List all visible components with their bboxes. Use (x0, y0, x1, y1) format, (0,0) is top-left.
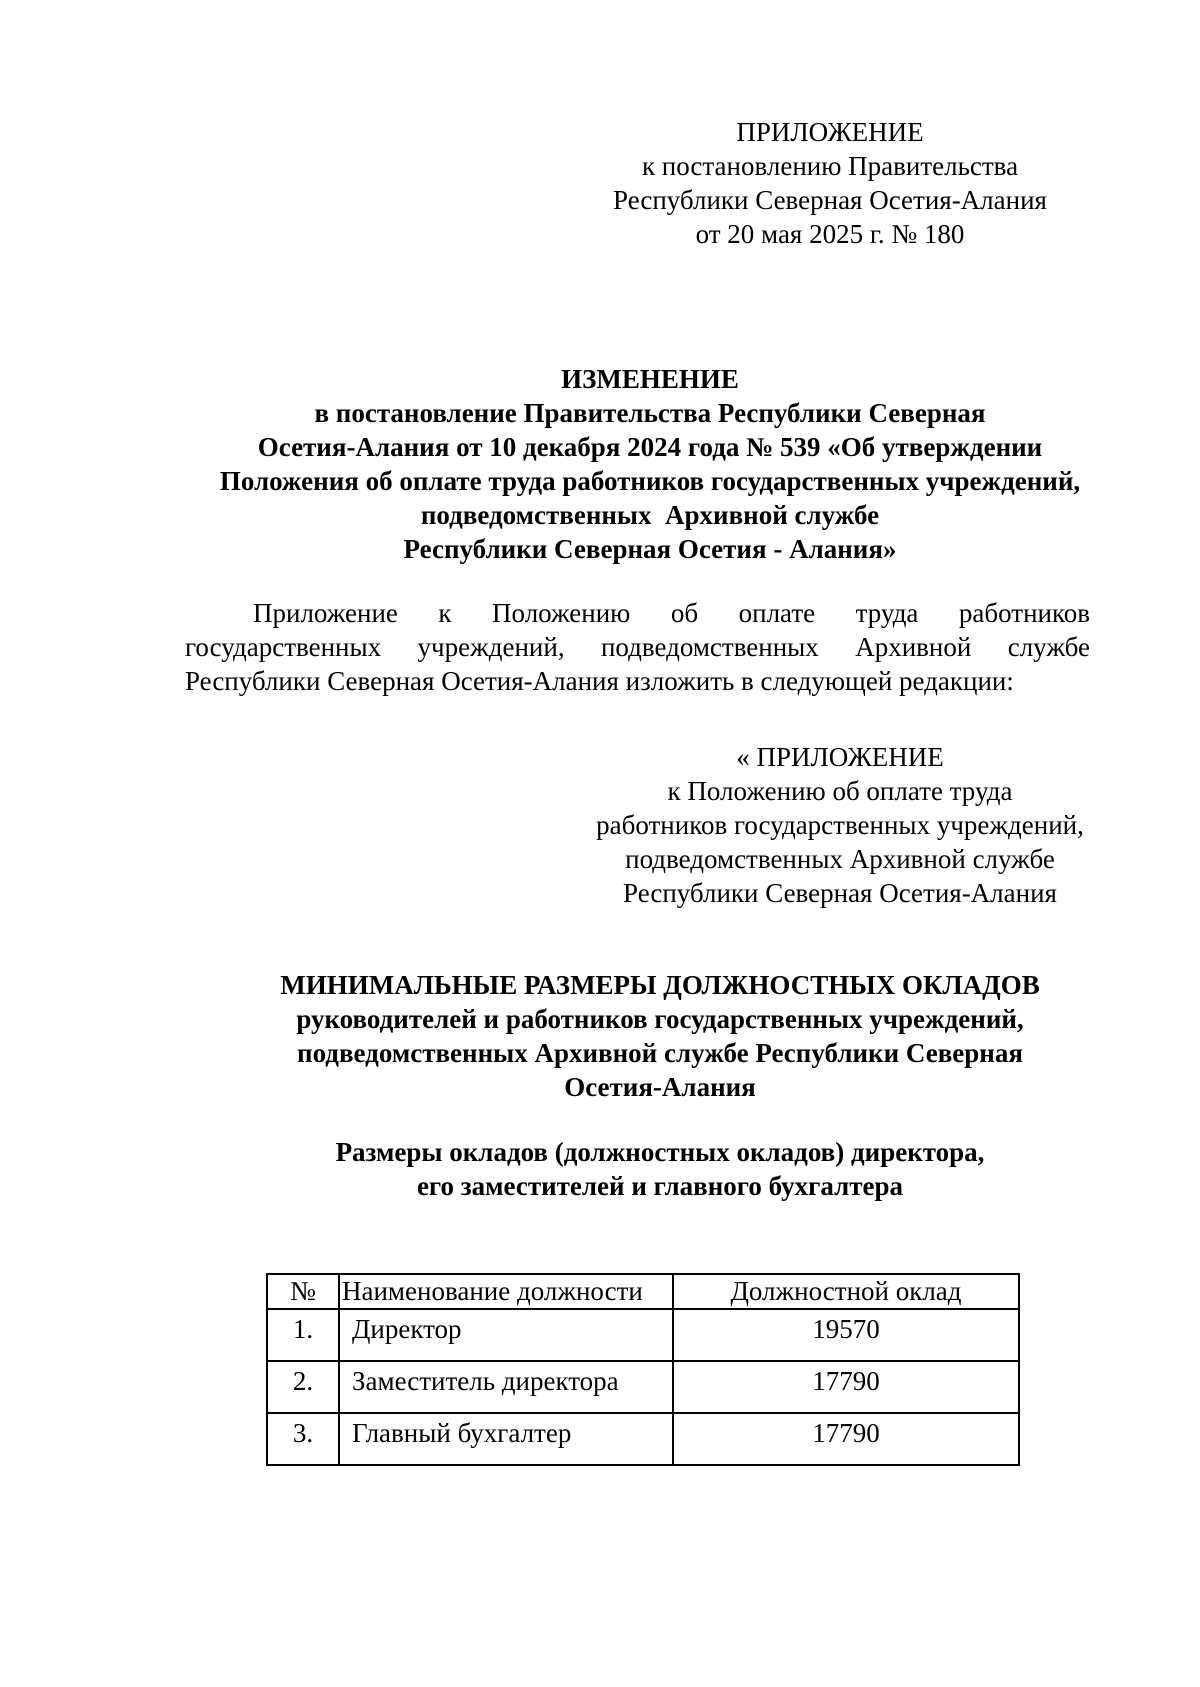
min-salaries-title (160, 968, 1160, 1104)
appendix-line: работников государственных учреждений, (596, 810, 1084, 840)
row-salary: 17790 (673, 1413, 1019, 1465)
row-position: Главный бухгалтер (339, 1413, 673, 1465)
row-position: Директор (339, 1309, 673, 1361)
body-paragraph-line: Приложение к Положению об оплате труда работников (253, 598, 1090, 628)
body-paragraph-line: государственных учреждений, подведомственных Архивной службе (185, 632, 1090, 662)
change-title-line: Положения об оплате труда работников государственных учреждений, (219, 466, 1081, 496)
min-salaries-title-line: руководителей и работников государственных учреждений, (296, 1004, 1024, 1034)
change-title (60, 362, 1200, 566)
approval-line: к постановлению Правительства (641, 151, 1019, 181)
body-paragraph (185, 596, 1090, 698)
appendix-line: подведомственных Архивной службе (625, 844, 1055, 874)
row-num: 3. (267, 1413, 339, 1465)
table-row (267, 1309, 1019, 1361)
change-title-line: подведомственных Архивной службе (420, 500, 880, 530)
table-header-row (267, 1274, 1019, 1309)
salary-table (266, 1273, 1020, 1466)
appendix-line: к Положению об оплате труда (667, 776, 1013, 806)
approval-block (560, 115, 1100, 251)
header-salary: Должностной оклад (673, 1274, 1019, 1309)
appendix-line: « ПРИЛОЖЕНИЕ (736, 742, 944, 772)
table-row (267, 1361, 1019, 1413)
table-title-line: Размеры окладов (должностных окладов) директора, (335, 1137, 985, 1167)
approval-line: от 20 мая 2025 г. № 180 (695, 219, 965, 249)
row-salary: 17790 (673, 1361, 1019, 1413)
change-title-line: Республики Северная Осетия - Алания» (403, 534, 897, 564)
change-title-line: ИЗМЕНЕНИЕ (561, 364, 739, 394)
appendix-block (560, 740, 1120, 910)
header-num: № (267, 1274, 339, 1309)
appendix-line: Республики Северная Осетия-Алания (623, 878, 1057, 908)
change-title-line: Осетия-Алания от 10 декабря 2024 года № 539 «Об утверждении (257, 432, 1043, 462)
change-title-line: в постановление Правительства Республики Северная (314, 398, 986, 428)
row-salary: 19570 (673, 1309, 1019, 1361)
row-position: Заместитель директора (339, 1361, 673, 1413)
table-title-line: его заместителей и главного бухгалтера (416, 1171, 904, 1201)
table-title (160, 1135, 1160, 1203)
header-position: Наименование должности (339, 1274, 673, 1309)
min-salaries-title-line: МИНИМАЛЬНЫЕ РАЗМЕРЫ ДОЛЖНОСТНЫХ ОКЛАДОВ (280, 970, 1040, 1000)
row-num: 1. (267, 1309, 339, 1361)
approval-line: Республики Северная Осетия-Алания (613, 185, 1047, 215)
approval-line: ПРИЛОЖЕНИЕ (736, 117, 924, 147)
body-paragraph-line: Республики Северная Осетия-Алания изложить в следующей редакции: (185, 666, 1014, 696)
min-salaries-title-line: подведомственных Архивной службе Республики Северная (297, 1038, 1023, 1068)
row-num: 2. (267, 1361, 339, 1413)
table-row (267, 1413, 1019, 1465)
min-salaries-title-line: Осетия-Алания (564, 1072, 756, 1102)
